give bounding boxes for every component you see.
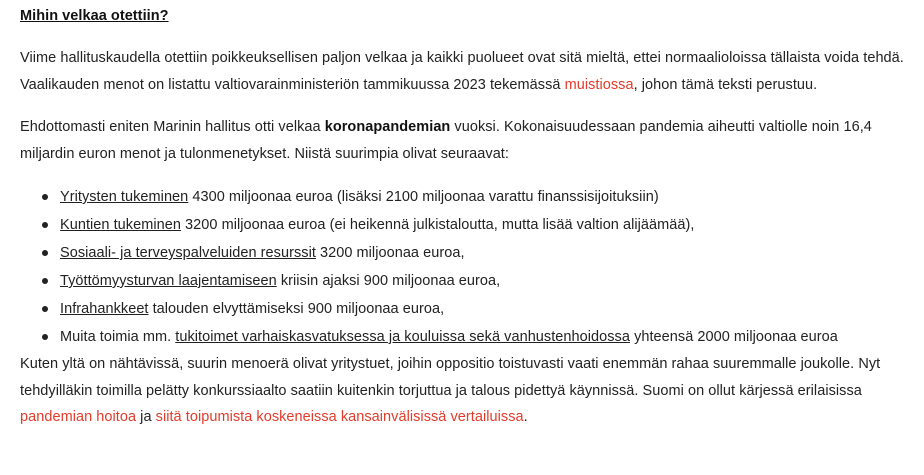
list-item: [40, 323, 906, 351]
list-item: [40, 295, 906, 323]
section-heading: Mihin velkaa otettiin?: [20, 8, 169, 24]
paragraph-intro-text: Viime hallituskaudella otettiin poikkeuksellisen paljon velkaa ja kaikki puolueet ovat sitä mieltä, ettei normaalioloissa tällaista voida tehdä. Vaalikauden menot on listattu valtiovarainministeriön tammikuussa 2023 tekemässä: [20, 50, 904, 93]
list-item-link[interactable]: tukitoimet varhaiskasvatuksessa ja kouluissa sekä vanhustenhoidossa: [175, 329, 630, 345]
list-item-link[interactable]: Infrahankkeet: [60, 301, 149, 317]
bullet-icon: [42, 222, 48, 228]
list-item: [40, 211, 906, 239]
paragraph-pandemic: [20, 114, 906, 167]
bullet-icon: [42, 334, 48, 340]
bullet-icon: [42, 306, 48, 312]
expense-list: [20, 183, 906, 351]
list-item-link[interactable]: Työttömyysturvan laajentamiseen: [60, 273, 277, 289]
list-item-text: 3200 miljoonaa euroa (ei heikennä julkistaloutta, mutta lisää valtion alijäämää),: [180, 217, 695, 233]
list-item: [40, 267, 906, 295]
paragraph-pandemic-tail: vuoksi. Kokonaisuudessaan pandemia aiheutti valtiolle noin 16,4 miljardin euron menot ja tulonmenetykset. Niistä suurimpia olivat seuraavat:: [20, 119, 872, 162]
list-item-text: yhteensä 2000 miljoonaa euroa: [629, 329, 838, 345]
list-item-link[interactable]: Kuntien tukeminen: [60, 217, 181, 233]
list-item: [40, 183, 906, 211]
bullet-icon: [42, 250, 48, 256]
list-item-text: 4300 miljoonaa euroa (lisäksi 2100 miljoonaa varattu finanssisijoituksiin): [188, 189, 659, 205]
list-item-link[interactable]: Sosiaali- ja terveyspalveluiden resurssit: [60, 245, 316, 261]
list-item-prefix: Muita toimia mm.: [60, 329, 176, 345]
paragraph-pandemic-text: Ehdottomasti eniten Marinin hallitus otti velkaa: [20, 119, 325, 135]
pandemic-handling-link[interactable]: pandemian hoitoa: [20, 409, 137, 425]
paragraph-conclusion-middle: ja: [136, 409, 156, 425]
paragraph-intro-tail: , johon tämä teksti perustuu.: [633, 76, 818, 93]
pandemic-bold: koronapandemian: [324, 119, 451, 135]
paragraph-conclusion-text: Kuten yltä on nähtävissä, suurin menoerä olivat yritystuet, joihin oppositio toistuvasti vaati enemmän rahaa suuremmalle joukolle. Nyt tehdyilläkin toimilla pelätty konkurssiaalto saatiin kuitenkin torjuttua ja talous pidettyä käynnissä. Suomi on ollut kärjessä erilaisissa: [20, 356, 881, 399]
list-item-text: 3200 miljoonaa euroa,: [315, 245, 465, 261]
list-item-text: talouden elvyttämiseksi 900 miljoonaa euroa,: [148, 301, 445, 317]
bullet-icon: [42, 194, 48, 200]
list-item: [40, 239, 906, 267]
paragraph-conclusion: [20, 351, 906, 431]
muistio-link[interactable]: muistiossa: [564, 76, 634, 93]
bullet-icon: [42, 278, 48, 284]
list-item-link[interactable]: Yritysten tukeminen: [60, 189, 189, 205]
list-item-text: kriisin ajaksi 900 miljoonaa euroa,: [276, 273, 501, 289]
recovery-comparison-link[interactable]: siitä toipumista koskeneissa kansainvälisissä vertailuissa: [155, 409, 524, 425]
paragraph-conclusion-tail: .: [523, 409, 528, 425]
paragraph-intro: [20, 45, 906, 98]
